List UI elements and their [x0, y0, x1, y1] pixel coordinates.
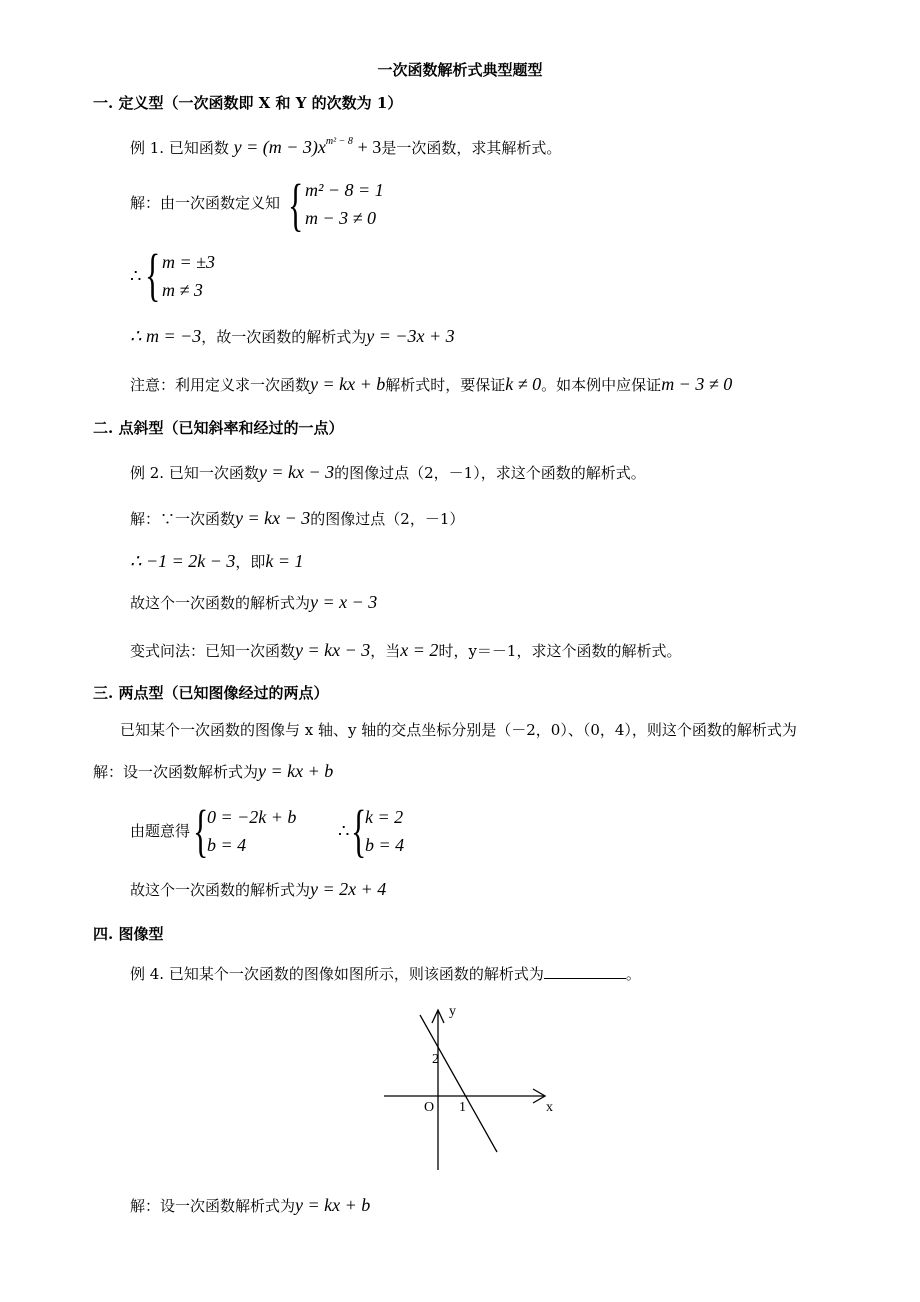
math: m − 3 ≠ 0: [661, 374, 733, 394]
brace: {: [288, 172, 304, 237]
origin-label: O: [424, 1100, 435, 1115]
system-eq-2: m ≠ 3: [162, 280, 203, 300]
system-eq-1: 0 = −2k + b: [207, 807, 297, 827]
math: y = kx − 3: [235, 508, 311, 528]
result-1: [130, 326, 455, 347]
function-line: [420, 1015, 497, 1152]
text: 。如本例中应保证: [541, 376, 662, 394]
text: 的图像过点（2，－1）: [310, 510, 465, 528]
math: + 3: [357, 137, 382, 157]
text: 故这个一次函数的解析式为: [130, 594, 311, 612]
answer-blank: [544, 964, 626, 979]
solution-3: [93, 761, 333, 782]
text: 时，y＝－1，求这个函数的解析式。: [438, 642, 682, 660]
system-eq-1: m² − 8 = 1: [305, 180, 384, 200]
text: ，即: [235, 553, 266, 571]
text: ，故一次函数的解析式为: [201, 328, 367, 346]
variant-question: [130, 640, 681, 661]
y-tick-label: 2: [432, 1052, 439, 1067]
text: 注意：利用定义求一次函数: [130, 376, 311, 394]
brace: {: [193, 798, 209, 863]
math: y = −3x + 3: [366, 326, 455, 346]
text: 解：∵一次函数: [130, 510, 236, 528]
math: y = kx + b: [258, 761, 334, 781]
example-1: [130, 137, 561, 161]
text: ，当: [370, 642, 401, 660]
solution-1-text: 解：由一次函数定义知: [130, 194, 281, 212]
text: 解：设一次函数解析式为: [130, 1197, 296, 1215]
step-2: [130, 551, 304, 572]
section-3-heading: 三. 两点型（已知图像经过的两点）: [93, 684, 329, 702]
section-2-heading: 二. 点斜型（已知斜率和经过的一点）: [93, 419, 344, 437]
section-4-heading: 四. 图像型: [93, 925, 164, 943]
text: 例 1. 已知函数: [130, 139, 229, 157]
solution-2: [130, 508, 464, 529]
math: y = kx + b: [310, 374, 386, 394]
text: 的图像过点（2，－1），求这个函数的解析式。: [334, 464, 646, 482]
math: k ≠ 0: [505, 374, 542, 394]
math: x = 2: [400, 640, 439, 660]
text: 是一次函数，求其解析式。: [381, 139, 562, 157]
system-eq-1: k = 2: [365, 807, 404, 827]
text: 故这个一次函数的解析式为: [130, 881, 311, 899]
y-axis-label: y: [449, 1004, 456, 1019]
system-eq-1: m = ±3: [162, 252, 216, 272]
given-text: 由题意得: [130, 822, 191, 840]
problem-3: 已知某个一次函数的图像与 x 轴、y 轴的交点坐标分别是（－2，0）、（0，4），则这个函数的解析式为: [120, 721, 797, 739]
result-2: [130, 592, 377, 613]
text: 。: [625, 965, 641, 983]
text: 例 4. 已知某个一次函数的图像如图所示，则该函数的解析式为: [130, 965, 544, 983]
therefore-symbol: ∴: [130, 266, 142, 286]
math: y = 2x + 4: [310, 879, 387, 899]
function-graph: [370, 995, 570, 1180]
example-4: [130, 964, 641, 984]
math: y = kx − 3: [295, 640, 371, 660]
solution-4: [130, 1195, 370, 1216]
text: 解：设一次函数解析式为: [93, 763, 259, 781]
note: [130, 374, 732, 395]
text: 解析式时，要保证: [385, 376, 506, 394]
text: 例 2. 已知一次函数: [130, 464, 259, 482]
math: ∴ −1 = 2k − 3: [130, 551, 236, 571]
exponent: m² − 8: [325, 136, 353, 147]
math: y = (m − 3)x: [233, 137, 326, 157]
section-1-heading: 一. 定义型（一次函数即 X 和 Y 的次数为 1）: [93, 94, 403, 112]
system-eq-2: b = 4: [207, 835, 247, 855]
example-2: [130, 462, 646, 483]
math: y = x − 3: [310, 592, 378, 612]
page-title: 一次函数解析式典型题型: [377, 61, 543, 79]
therefore-symbol: ∴: [338, 821, 350, 841]
text: 变式问法：已知一次函数: [130, 642, 296, 660]
math: k = 1: [265, 551, 304, 571]
math: ∴ m = −3: [130, 326, 202, 346]
math: y = kx + b: [295, 1195, 371, 1215]
result-3: [130, 879, 386, 900]
x-tick-label: 1: [459, 1100, 466, 1115]
system-eq-2: b = 4: [365, 835, 405, 855]
x-axis-label: x: [546, 1100, 553, 1115]
brace: {: [351, 798, 367, 863]
brace: {: [145, 242, 161, 307]
math: y = kx − 3: [258, 462, 335, 482]
system-eq-2: m − 3 ≠ 0: [305, 208, 377, 228]
